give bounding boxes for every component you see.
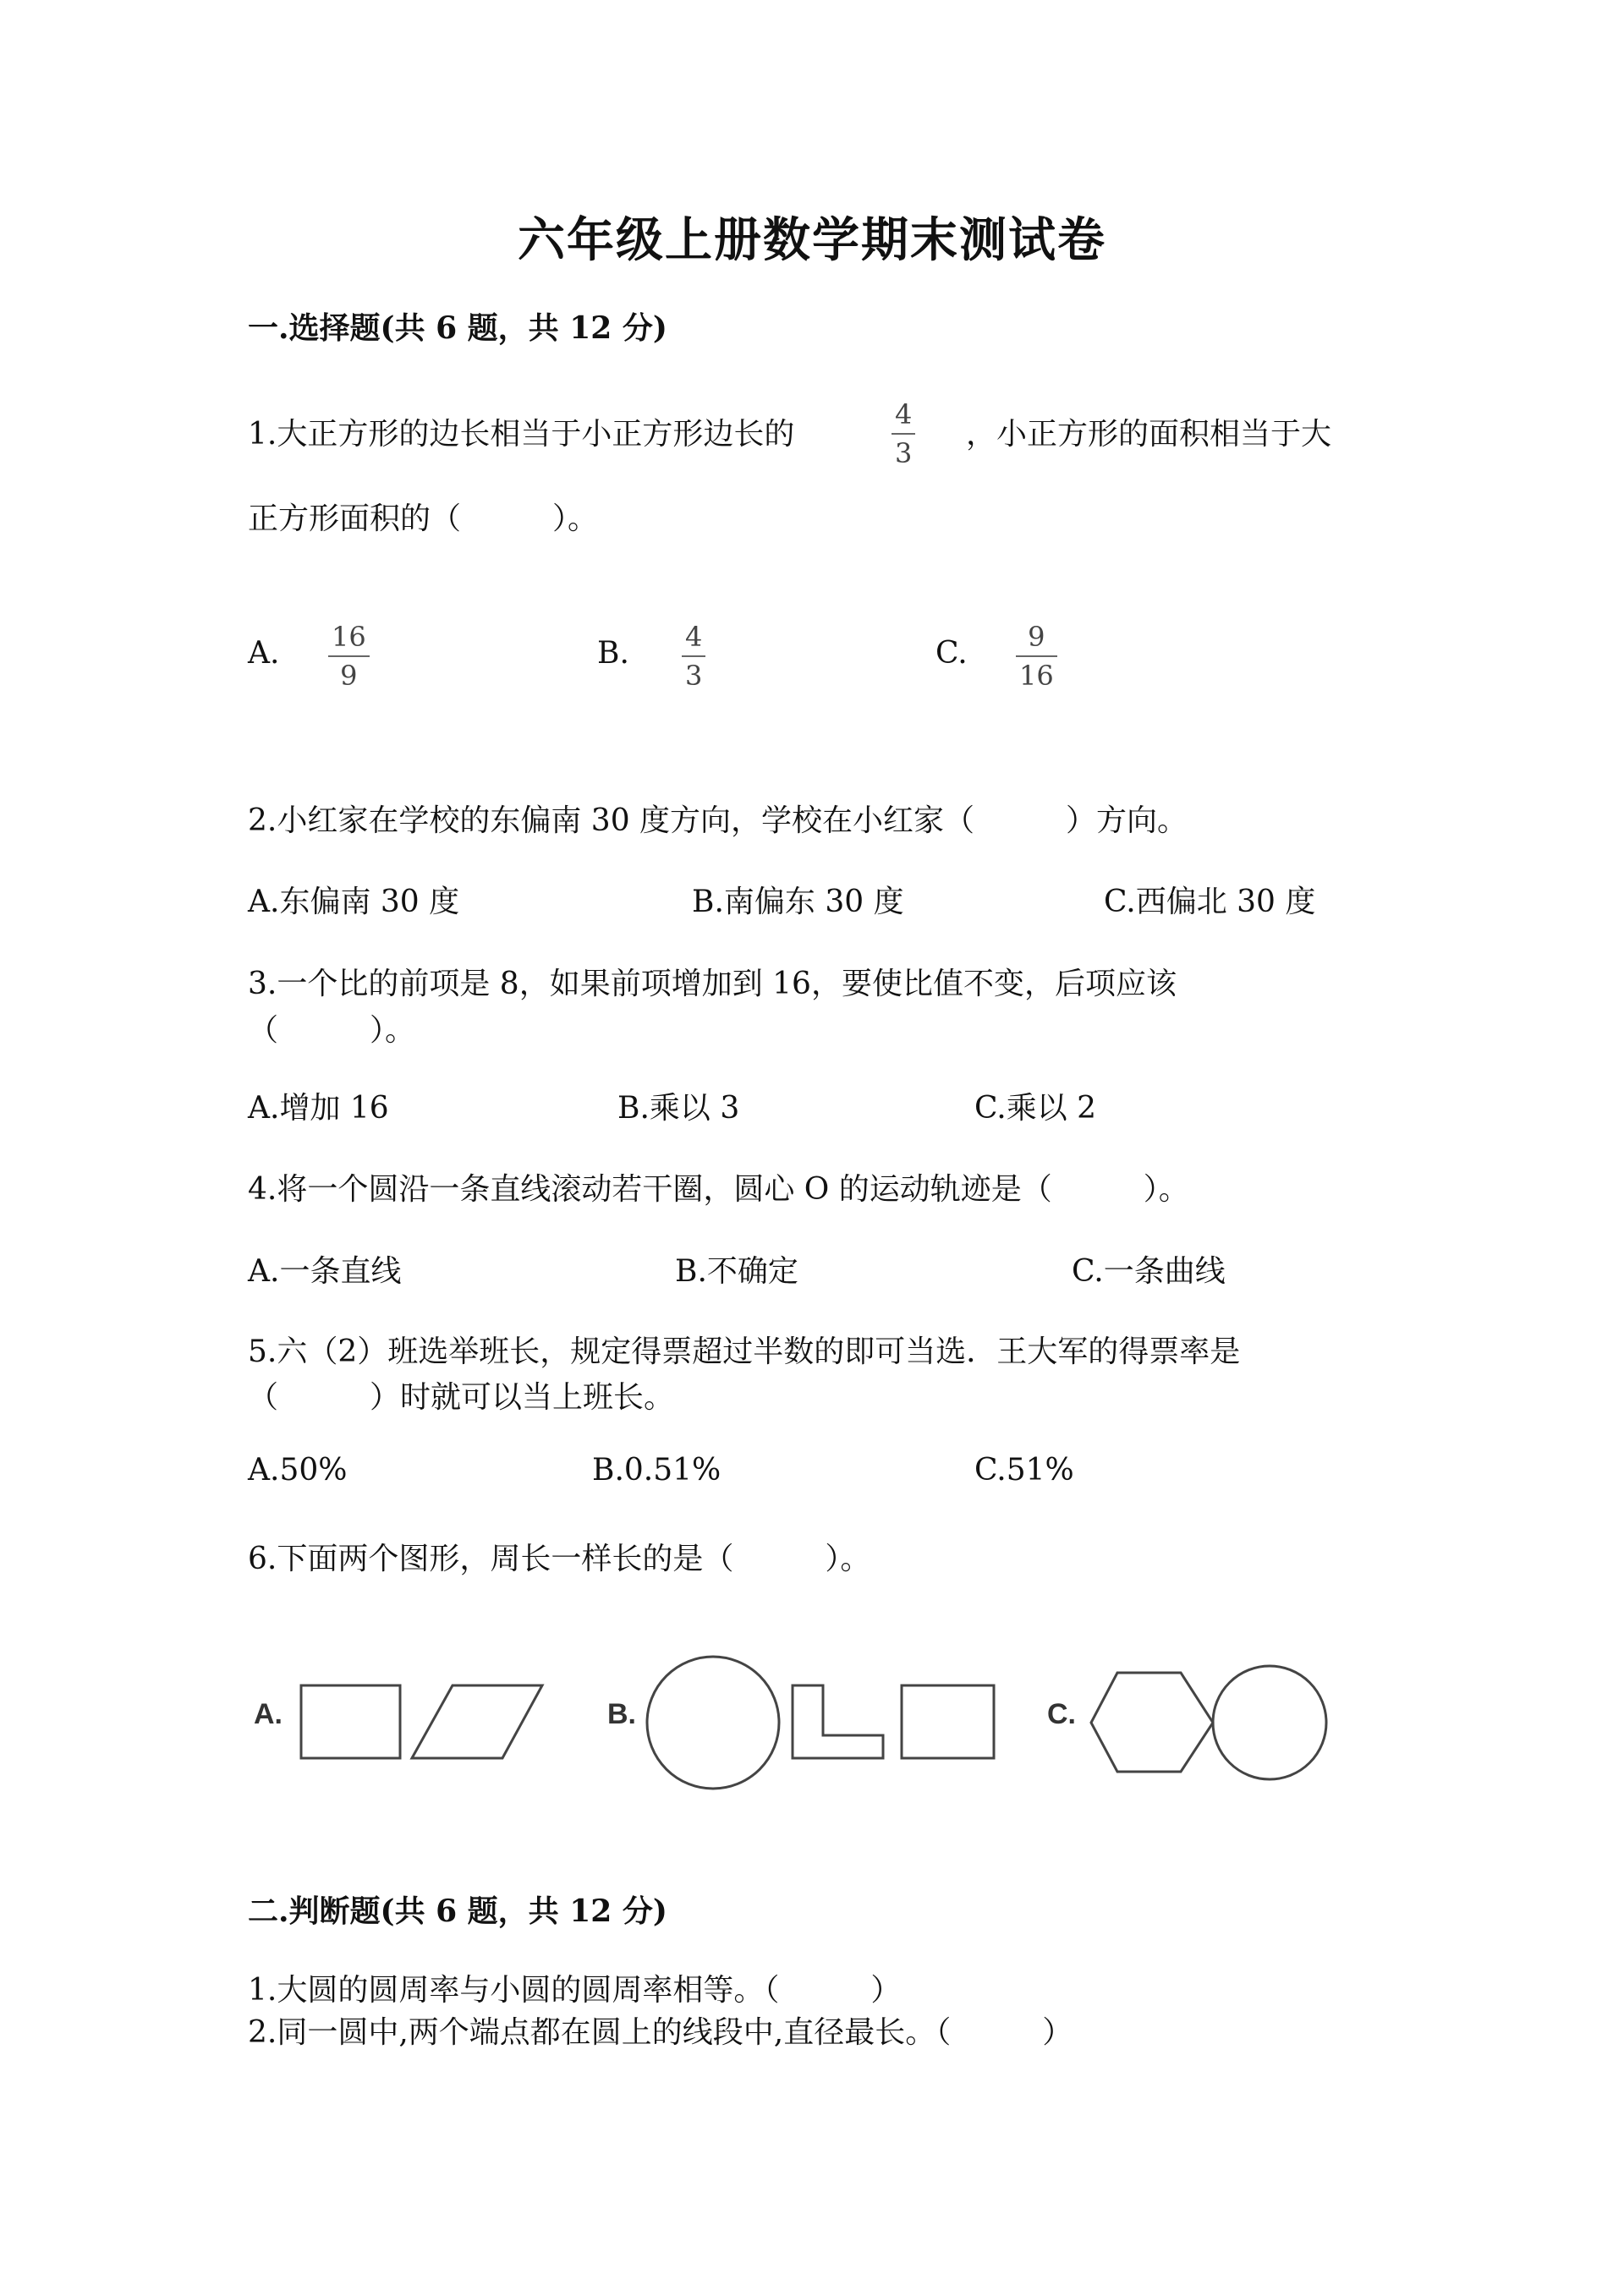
question-1-line1-end: ，小正方形的面积相当于大	[966, 417, 1332, 452]
question-1-inline-fraction	[892, 398, 915, 469]
question-2-option-c: C.西偏北 30 度	[1104, 885, 1316, 919]
question-1-line2: 正方形面积的（ ）。	[248, 501, 599, 536]
question-4-option-b: B.不确定	[675, 1254, 798, 1289]
fraction-denominator: 9	[340, 660, 358, 692]
fraction-denominator: 3	[895, 437, 913, 469]
question-5-option-a: A.50%	[248, 1453, 348, 1488]
question-3-option-b: B.乘以 3	[617, 1091, 740, 1126]
judgment-question-2: 2.同一圆中,两个端点都在圆上的线段中,直径最长。（ ）	[248, 2015, 1073, 2050]
parallelogram-shape	[412, 1685, 542, 1758]
fraction-numerator: 4	[685, 621, 703, 653]
question-1-option-c-fraction	[1016, 621, 1057, 692]
fraction-denominator: 16	[1019, 660, 1054, 692]
question-6-text: 6.下面两个图形，周长一样长的是（ ）。	[248, 1542, 871, 1576]
question-2-option-b: B.南偏东 30 度	[692, 885, 904, 919]
shape-option-a-label: A.	[254, 1698, 283, 1730]
fraction-numerator: 4	[895, 398, 913, 430]
question-4-option-a: A.一条直线	[248, 1254, 402, 1289]
section-heading-judgment: 二.判断题(共 6 题，共 12 分)	[248, 1893, 667, 1929]
question-1-option-b-fraction	[682, 621, 705, 692]
fraction-numerator: 16	[332, 621, 366, 653]
circle-shape-large	[647, 1657, 779, 1789]
question-3-option-c: C.乘以 2	[974, 1091, 1097, 1126]
question-4-text: 4.将一个圆沿一条直线滚动若干圈，圆心 O 的运动轨迹是（ ）。	[248, 1172, 1189, 1207]
question-4-option-c: C.一条曲线	[1072, 1254, 1226, 1289]
l-shape	[793, 1685, 883, 1758]
circle-shape-small	[1213, 1666, 1326, 1779]
question-5-option-c: C.51%	[974, 1453, 1074, 1488]
fraction-bar	[892, 433, 915, 435]
fraction-denominator: 3	[685, 660, 703, 692]
shape-option-c-label: C.	[1047, 1698, 1076, 1730]
question-1-option-b-label: B.	[597, 636, 629, 671]
question-1-option-a-fraction	[328, 621, 370, 692]
question-3-option-a: A.增加 16	[248, 1091, 389, 1126]
question-6-shapes-figure	[0, 1641, 1624, 1793]
question-1-line1-start: 1.大正方形的边长相当于小正方形边长的	[248, 417, 795, 452]
question-5-line2: （ ）时就可以当上班长。	[248, 1380, 675, 1415]
fraction-bar	[1016, 655, 1057, 657]
fraction-bar	[328, 655, 370, 657]
question-3-line1: 3.一个比的前项是 8，如果前项增加到 16，要使比值不变，后项应该	[248, 967, 1177, 1001]
section-heading-choice: 一.选择题(共 6 题，共 12 分)	[248, 310, 667, 346]
question-1-option-c-label: C.	[935, 636, 968, 671]
question-5-option-b: B.0.51%	[592, 1453, 721, 1488]
square-shape	[902, 1685, 994, 1758]
question-3-line2: （ ）。	[248, 1013, 416, 1048]
question-2-option-a: A.东偏南 30 度	[248, 885, 460, 919]
judgment-question-1: 1.大圆的圆周率与小圆的圆周率相等。（ ）	[248, 1973, 902, 2008]
rectangle-shape	[301, 1685, 400, 1758]
fraction-numerator: 9	[1028, 621, 1045, 653]
question-5-line1: 5.六（2）班选举班长，规定得票超过半数的即可当选．王大军的得票率是	[248, 1334, 1241, 1369]
hexagon-shape	[1091, 1673, 1213, 1772]
shape-option-b-label: B.	[607, 1698, 636, 1730]
question-1-option-a-label: A.	[248, 636, 280, 671]
fraction-bar	[682, 655, 705, 657]
page-title: 六年级上册数学期末测试卷	[518, 212, 1106, 268]
question-2-text: 2.小红家在学校的东偏南 30 度方向，学校在小红家（ ）方向。	[248, 803, 1188, 838]
